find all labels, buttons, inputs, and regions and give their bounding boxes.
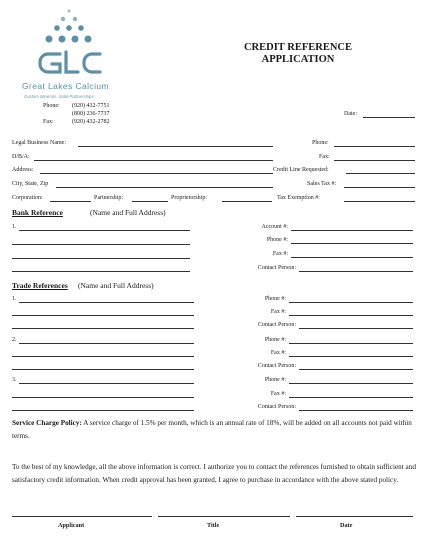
proprietorship-label: Proprietorship: bbox=[171, 195, 207, 201]
trade-ref-2-fax-field[interactable] bbox=[289, 356, 413, 357]
trade-ref-3-phone-label: Phone #: bbox=[264, 377, 286, 383]
bank-number: 1. bbox=[12, 224, 17, 230]
company-logo bbox=[14, 6, 124, 102]
trade-ref-1-fax-label: Fax #: bbox=[270, 309, 286, 315]
trade-ref-2-contact-field[interactable] bbox=[299, 369, 413, 370]
trade-ref-3-address-field-2[interactable] bbox=[12, 410, 194, 411]
trade-ref-2-phone-label: Phone #: bbox=[264, 337, 286, 343]
applicant-signature-field[interactable] bbox=[12, 516, 152, 517]
sales-tax-field[interactable] bbox=[344, 187, 415, 188]
trade-ref-1-number: 1. bbox=[12, 296, 17, 302]
phone-number-2: (800) 236-7737 bbox=[72, 111, 110, 117]
trade-ref-3-fax-label: Fax #: bbox=[270, 391, 286, 397]
service-charge-label: Service Charge Policy: bbox=[12, 419, 82, 427]
trade-ref-3-contact-field[interactable] bbox=[299, 410, 413, 411]
title-line-2: APPLICATION bbox=[261, 54, 335, 65]
dba-label: D/B/A: bbox=[12, 154, 30, 160]
logo-company-name: Great Lakes Calcium bbox=[22, 81, 109, 91]
title-line-1: CREDIT REFERENCE bbox=[243, 42, 353, 53]
applicant-label: Applicant bbox=[58, 522, 85, 529]
service-charge-text: A service charge of 1.5% per month, which is an annual rate of 18%, will be added on all accounts not paid within terms. bbox=[12, 419, 412, 440]
bank-address-field-1[interactable] bbox=[12, 244, 190, 245]
logo-tagline: Custom Minerals. Solid Partnerships. bbox=[24, 94, 95, 99]
bank-phone-field[interactable] bbox=[291, 243, 413, 244]
city-state-zip-field[interactable] bbox=[56, 187, 273, 188]
title-label: Title bbox=[207, 522, 220, 529]
logo-glc-mark bbox=[14, 48, 124, 78]
city-state-zip-label: City, State, Zip bbox=[12, 181, 49, 187]
trade-ref-1-fax-field[interactable] bbox=[289, 315, 413, 316]
trade-ref-3-address-field-1[interactable] bbox=[12, 397, 194, 398]
trade-ref-1-phone-label: Phone #: bbox=[264, 296, 286, 302]
date-field[interactable] bbox=[363, 117, 415, 118]
fax-number: (920) 432-2782 bbox=[72, 119, 110, 125]
trade-ref-1-address-field-1[interactable] bbox=[12, 315, 194, 316]
business-fax-field[interactable] bbox=[334, 160, 415, 161]
bank-name-field[interactable] bbox=[19, 230, 190, 231]
trade-ref-2-address-field-2[interactable] bbox=[12, 369, 194, 370]
page-title bbox=[228, 42, 368, 66]
bank-reference-heading: Bank Reference bbox=[12, 208, 63, 217]
tax-exemption-field[interactable] bbox=[344, 201, 415, 202]
bank-account-label: Account #: bbox=[261, 224, 288, 230]
tax-exemption-label: Tax Exemption #: bbox=[277, 195, 320, 201]
legal-business-name-label: Legal Business Name: bbox=[12, 140, 66, 146]
bank-fax-field[interactable] bbox=[291, 257, 413, 258]
legal-business-name-field[interactable] bbox=[78, 146, 273, 147]
bank-address-field-3[interactable] bbox=[12, 271, 190, 272]
bank-fax-label: Fax #: bbox=[272, 251, 288, 257]
trade-ref-1-address-field-2[interactable] bbox=[12, 328, 194, 329]
business-phone-label: Phone: bbox=[312, 140, 329, 146]
trade-ref-3-phone-field[interactable] bbox=[289, 383, 413, 384]
credit-line-field[interactable] bbox=[346, 173, 415, 174]
address-field[interactable] bbox=[40, 173, 273, 174]
partnership-label: Partnership: bbox=[94, 195, 123, 201]
credit-line-label: Credit Line Requested: bbox=[273, 167, 329, 173]
corporation-label: Corporation: bbox=[12, 195, 43, 201]
trade-ref-2-fax-label: Fax #: bbox=[270, 350, 286, 356]
date-signature-label: Date bbox=[340, 522, 353, 529]
address-label: Address: bbox=[12, 167, 34, 173]
business-fax-label: Fax: bbox=[319, 154, 330, 160]
trade-ref-1-contact-label: Contact Person: bbox=[257, 322, 296, 328]
trade-ref-3-name-field[interactable] bbox=[19, 383, 194, 384]
business-phone-field[interactable] bbox=[334, 146, 415, 147]
dba-field[interactable] bbox=[34, 160, 273, 161]
trade-ref-1-name-field[interactable] bbox=[19, 302, 194, 303]
bank-contact-field[interactable] bbox=[299, 271, 413, 272]
bank-reference-subheading: (Name and Full Address) bbox=[90, 208, 166, 217]
service-charge-policy bbox=[12, 417, 416, 443]
phone-label: Phone: bbox=[43, 103, 60, 109]
trade-ref-2-name-field[interactable] bbox=[19, 343, 194, 344]
proprietorship-field[interactable] bbox=[222, 201, 272, 202]
partnership-field[interactable] bbox=[132, 201, 168, 202]
date-signature-field[interactable] bbox=[296, 516, 413, 517]
trade-references-heading: Trade References bbox=[12, 281, 68, 290]
trade-ref-2-number: 2. bbox=[12, 337, 17, 343]
trade-ref-3-fax-field[interactable] bbox=[289, 397, 413, 398]
logo-dots-icon bbox=[14, 6, 124, 54]
trade-ref-3-contact-label: Contact Person: bbox=[257, 404, 296, 410]
trade-ref-2-contact-label: Contact Person: bbox=[257, 363, 296, 369]
fax-label: Fax: bbox=[43, 119, 54, 125]
authorization-statement: To the best of my knowledge, all the above information is correct. I authorize you to contact the references furnished to obtain sufficient and satisfactory credit information. When credit approval has been granted, I agree to purchase in accordance with the above stated policy. bbox=[12, 463, 416, 484]
trade-ref-2-address-field-1[interactable] bbox=[12, 356, 194, 357]
bank-contact-label: Contact Person: bbox=[257, 265, 296, 271]
title-signature-field[interactable] bbox=[158, 516, 290, 517]
phone-number-1: (920) 432-7751 bbox=[72, 103, 110, 109]
bank-account-field[interactable] bbox=[291, 230, 413, 231]
trade-ref-1-contact-field[interactable] bbox=[299, 328, 413, 329]
date-label: Date: bbox=[344, 111, 357, 117]
trade-ref-2-phone-field[interactable] bbox=[289, 343, 413, 344]
trade-references-subheading: (Name and Full Address) bbox=[78, 281, 154, 290]
bank-phone-label: Phone #: bbox=[266, 237, 288, 243]
trade-ref-1-phone-field[interactable] bbox=[289, 302, 413, 303]
corporation-field[interactable] bbox=[50, 201, 91, 202]
trade-ref-3-number: 3. bbox=[12, 377, 17, 383]
bank-address-field-2[interactable] bbox=[12, 258, 190, 259]
sales-tax-label: Sales Tax #: bbox=[307, 181, 337, 187]
